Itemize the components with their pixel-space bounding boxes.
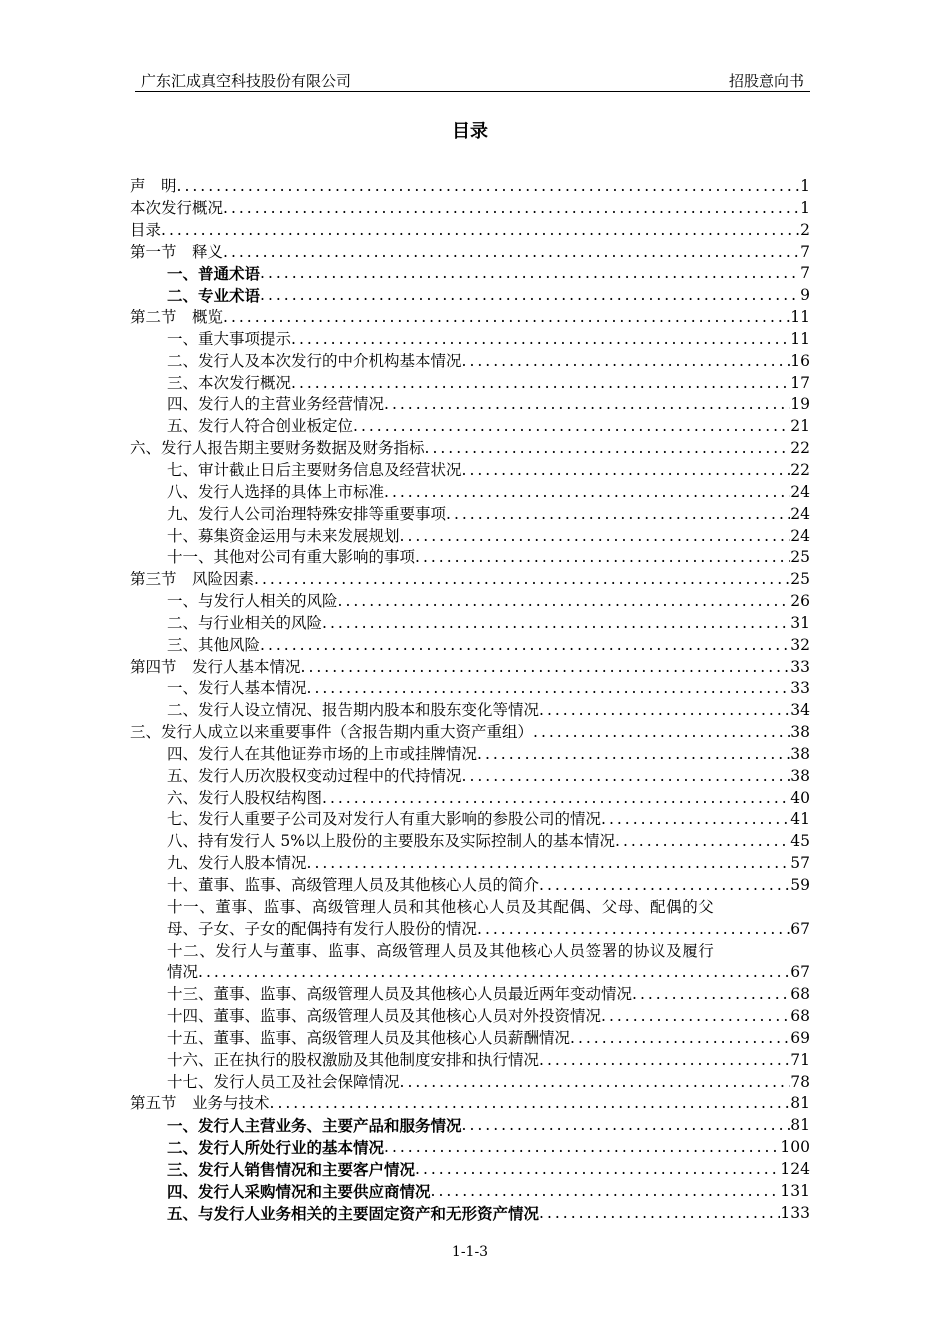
dot-leader: [384, 394, 790, 416]
toc-entry[interactable]: [130, 394, 810, 416]
dot-leader: [161, 220, 800, 242]
toc-entry-title: 十四、董事、监事、高级管理人员及其他核心人员对外投资情况: [167, 1007, 602, 1026]
toc-entry[interactable]: [130, 460, 810, 482]
toc-entry-page: 59: [790, 876, 810, 894]
toc-entry-title: 一、发行人基本情况: [167, 679, 307, 698]
dot-leader: [462, 351, 791, 373]
toc-entry-title: 一、重大事项提示: [167, 329, 292, 348]
toc-entry-page: 31: [790, 613, 810, 632]
toc-entry-title: 情况: [167, 963, 199, 982]
toc-entry-title: 十一、其他对公司有重大影响的事项: [167, 548, 416, 567]
toc-entry[interactable]: [130, 176, 810, 198]
toc-entry[interactable]: [130, 613, 810, 635]
dot-leader: [301, 657, 791, 679]
dot-leader: [601, 1006, 790, 1028]
toc-entry-title: 九、发行人股本情况: [167, 854, 307, 873]
toc-entry-title: 十七、发行人员工及社会保障情况: [167, 1072, 400, 1091]
toc-entry[interactable]: [130, 744, 810, 766]
toc-entry-page: 11: [790, 308, 810, 327]
dot-leader: [291, 329, 790, 351]
toc-entry[interactable]: [130, 1072, 810, 1094]
toc-entry[interactable]: [130, 351, 810, 373]
toc-entry[interactable]: [130, 220, 810, 242]
toc-entry-page: 33: [790, 657, 810, 676]
dot-leader: [425, 438, 791, 460]
dot-leader: [322, 788, 790, 810]
dot-leader: [307, 853, 791, 875]
toc-entry-title: 六、发行人股权结构图: [167, 788, 323, 807]
toc-entry-page: 2: [800, 220, 810, 239]
dot-leader: [353, 416, 790, 438]
dot-leader: [477, 919, 790, 941]
toc-entry-page: 41: [790, 810, 810, 829]
dot-leader: [415, 547, 790, 569]
page-number: 1-1-3: [451, 1244, 489, 1260]
dot-leader: [539, 1203, 780, 1225]
dot-leader: [462, 460, 791, 482]
toc-entry-title: 六、发行人报告期主要财务数据及财务指标: [130, 439, 425, 458]
toc-entry[interactable]: [130, 657, 810, 679]
toc-entry-page: 9: [800, 286, 810, 305]
toc-entry-title: 四、发行人在其他证券市场的上市或挂牌情况: [167, 744, 478, 763]
toc-entry-page: 40: [790, 788, 810, 807]
dot-leader: [601, 809, 790, 831]
toc-entry-title: 一、发行人主营业务、主要产品和服务情况: [167, 1116, 462, 1136]
dot-leader: [254, 569, 790, 591]
dot-leader: [400, 1072, 791, 1094]
toc-entry-page: 68: [790, 1007, 810, 1026]
dot-leader: [384, 1137, 780, 1159]
toc-entry-page: 33: [790, 679, 810, 698]
toc-entry-page: 38: [790, 723, 810, 742]
dot-leader: [462, 766, 791, 788]
toc-entry[interactable]: [130, 1159, 810, 1181]
toc-entry-title: 十五、董事、监事、高级管理人员及其他核心人员薪酬情况: [167, 1028, 571, 1047]
toc-entry-page: 24: [790, 526, 810, 545]
dot-leader: [307, 678, 791, 700]
toc-entry-title: 二、发行人设立情况、报告期内股本和股东变化等情况: [167, 701, 540, 720]
toc-entry-page: 16: [790, 351, 810, 370]
dot-leader: [462, 1115, 791, 1137]
dot-leader: [570, 1028, 790, 1050]
toc-entry-first-line[interactable]: 十二、发行人与董事、监事、高级管理人员及其他核心人员签署的协议及履行: [167, 941, 715, 960]
document-type: 招股意向书: [728, 72, 804, 90]
toc-entry-page: 24: [790, 504, 810, 523]
toc-entry[interactable]: [130, 438, 810, 460]
toc-entry-page: 24: [790, 482, 810, 501]
toc-entry-title: 一、与发行人相关的风险: [167, 592, 338, 611]
toc-entry-page: 32: [790, 635, 810, 654]
toc-entry-title: 三、发行人成立以来重要事件（含报告期内重大资产重组）: [130, 723, 534, 742]
toc-entry[interactable]: [130, 788, 810, 810]
dot-leader: [322, 613, 790, 635]
toc-entry-title: 七、发行人重要子公司及对发行人有重大影响的参股公司的情况: [167, 810, 602, 829]
toc-entry-page: 45: [790, 832, 810, 851]
toc-entry-title: 八、持有发行人 5%以上股份的主要股东及实际控制人的基本情况: [167, 832, 616, 851]
toc-entry-page: 124: [780, 1159, 810, 1178]
toc-entry[interactable]: [130, 569, 810, 591]
toc-entry-title: 第三节 风险因素: [130, 570, 255, 589]
company-name: 广东汇成真空科技股份有限公司: [141, 72, 352, 90]
dot-leader: [260, 263, 800, 285]
toc-entry-page: 25: [790, 570, 810, 589]
dot-leader: [384, 482, 790, 504]
toc-entry-title: 三、发行人销售情况和主要客户情况: [167, 1159, 416, 1179]
toc-entry-title: 五、与发行人业务相关的主要固定资产和无形资产情况: [167, 1203, 540, 1223]
toc-entry-title: 本次发行概况: [130, 198, 224, 217]
toc-entry[interactable]: [130, 504, 810, 526]
toc-entry-title: 八、发行人选择的具体上市标准: [167, 482, 385, 501]
toc-entry-title: 九、发行人公司治理特殊安排等重要事项: [167, 504, 447, 523]
toc-entry-title: 第四节 发行人基本情况: [130, 657, 301, 676]
toc-entry[interactable]: [130, 809, 810, 831]
toc-entry-title: 十、董事、监事、高级管理人员及其他核心人员的简介: [167, 876, 540, 894]
toc-entry-page: 81: [790, 1094, 810, 1113]
dot-leader: [415, 1159, 780, 1181]
toc-entry-page: 68: [790, 985, 810, 1004]
toc-entry[interactable]: [130, 635, 810, 657]
dot-leader: [446, 504, 790, 526]
toc-entry[interactable]: [130, 526, 810, 548]
toc-entry-page: 25: [790, 548, 810, 567]
toc-entry-title: 七、审计截止日后主要财务信息及经营状况: [167, 460, 462, 479]
toc-entry-title: 二、专业术语: [167, 286, 261, 306]
dot-leader: [198, 962, 790, 984]
toc-entry[interactable]: [130, 1115, 810, 1137]
toc-entry[interactable]: [130, 329, 810, 351]
toc-entry[interactable]: [130, 1181, 810, 1203]
toc-entry[interactable]: [130, 962, 810, 984]
toc-entry-title: 五、发行人符合创业板定位: [167, 417, 354, 436]
toc-entry-page: 67: [790, 963, 810, 982]
dot-leader: [291, 373, 790, 395]
toc-entry-page: 26: [790, 592, 810, 611]
toc-entry-title: 四、发行人采购情况和主要供应商情况: [167, 1181, 431, 1201]
toc-entry-title: 十六、正在执行的股权激励及其他制度安排和执行情况: [167, 1050, 540, 1069]
dot-leader: [400, 526, 791, 548]
toc-entry[interactable]: [130, 1093, 810, 1115]
toc-entry-title: 三、其他风险: [167, 635, 261, 654]
toc-entry[interactable]: [130, 242, 810, 264]
toc-entry-page: 11: [790, 329, 810, 348]
dot-leader: [477, 744, 790, 766]
toc-entry[interactable]: [130, 831, 810, 853]
toc-entry[interactable]: [130, 591, 810, 613]
toc-entry-title: 第五节 业务与技术: [130, 1094, 270, 1113]
dot-leader: [539, 875, 790, 897]
toc-entry-title: 第一节 释义: [130, 242, 224, 261]
toc-entry-page: 7: [800, 242, 810, 261]
toc-entry-page: 34: [790, 701, 810, 720]
toc-entry-first-line[interactable]: 十一、董事、监事、高级管理人员和其他核心人员及其配偶、父母、配偶的父: [167, 897, 715, 916]
dot-leader: [223, 242, 800, 264]
toc-entry-page: 67: [790, 919, 810, 938]
toc-entry-page: 19: [790, 395, 810, 414]
toc-entry-title: 二、发行人所处行业的基本情况: [167, 1138, 385, 1158]
toc-entry-page: 22: [790, 460, 810, 479]
toc-entry-title: 三、本次发行概况: [167, 373, 292, 392]
toc-entry[interactable]: [130, 875, 810, 897]
toc-entry-title: 二、发行人及本次发行的中介机构基本情况: [167, 351, 462, 370]
dot-leader: [431, 1181, 781, 1203]
toc-entry[interactable]: [130, 1006, 810, 1028]
toc-entry-page: 78: [790, 1072, 810, 1091]
toc-entry[interactable]: [130, 722, 810, 744]
page-header: [135, 70, 810, 92]
toc-entry-page: 21: [790, 417, 810, 436]
toc-entry-page: 69: [790, 1028, 810, 1047]
dot-leader: [539, 700, 790, 722]
toc-entry[interactable]: [130, 984, 810, 1006]
dot-leader: [223, 307, 790, 329]
toc-entry[interactable]: [130, 700, 810, 722]
toc-entry[interactable]: [130, 1028, 810, 1050]
toc-entry-title: 四、发行人的主营业务经营情况: [167, 395, 385, 414]
toc-entry-page: 38: [790, 766, 810, 785]
toc-entry[interactable]: [130, 919, 810, 941]
dot-leader: [270, 1093, 791, 1115]
table-of-contents: [130, 176, 810, 1225]
toc-entry-page: 38: [790, 744, 810, 763]
dot-leader: [260, 635, 790, 657]
dot-leader: [533, 722, 790, 744]
toc-entry[interactable]: [130, 482, 810, 504]
toc-entry-page: 1: [800, 177, 810, 195]
toc-entry-title: 目录: [130, 220, 162, 239]
toc-entry-title: 二、与行业相关的风险: [167, 613, 323, 632]
dot-leader: [260, 285, 800, 307]
toc-entry[interactable]: [130, 853, 810, 875]
toc-entry-page: 1: [800, 198, 810, 217]
toc-entry-page: 133: [780, 1203, 810, 1222]
dot-leader: [539, 1050, 790, 1072]
toc-entry[interactable]: [130, 1137, 810, 1159]
toc-entry-page: 71: [790, 1050, 810, 1069]
toc-entry[interactable]: [130, 198, 810, 220]
toc-entry-title: 母、子女、子女的配偶持有发行人股份的情况: [167, 919, 478, 938]
toc-entry-title: 十三、董事、监事、高级管理人员及其他核心人员最近两年变动情况: [167, 985, 633, 1004]
toc-entry[interactable]: [130, 285, 810, 307]
toc-entry-page: 22: [790, 439, 810, 458]
toc-entry[interactable]: [130, 373, 810, 395]
dot-leader: [338, 591, 791, 613]
toc-entry-page: 131: [780, 1181, 810, 1200]
toc-entry[interactable]: [130, 416, 810, 438]
toc-entry[interactable]: [130, 1050, 810, 1072]
toc-entry-page: 7: [800, 264, 810, 283]
toc-entry-title: 十、募集资金运用与未来发展规划: [167, 526, 400, 545]
toc-entry[interactable]: [130, 766, 810, 788]
toc-entry-title: 声 明: [130, 177, 177, 195]
dot-leader: [177, 176, 801, 198]
dot-leader: [615, 831, 790, 853]
dot-leader: [223, 198, 800, 220]
toc-entry-page: 100: [780, 1138, 810, 1157]
dot-leader: [632, 984, 790, 1006]
toc-entry-page: 81: [790, 1116, 810, 1135]
toc-entry[interactable]: [130, 1203, 810, 1225]
toc-entry-title: 第二节 概览: [130, 308, 224, 327]
toc-entry-title: 五、发行人历次股权变动过程中的代持情况: [167, 766, 462, 785]
toc-entry[interactable]: [130, 307, 810, 329]
toc-entry-title: 一、普通术语: [167, 264, 261, 284]
toc-entry-page: 57: [790, 854, 810, 873]
toc-entry-page: 17: [790, 373, 810, 392]
page-title: 目录: [452, 121, 488, 142]
toc-entry[interactable]: [130, 547, 810, 569]
toc-entry[interactable]: [130, 678, 810, 700]
toc-entry[interactable]: [130, 263, 810, 285]
